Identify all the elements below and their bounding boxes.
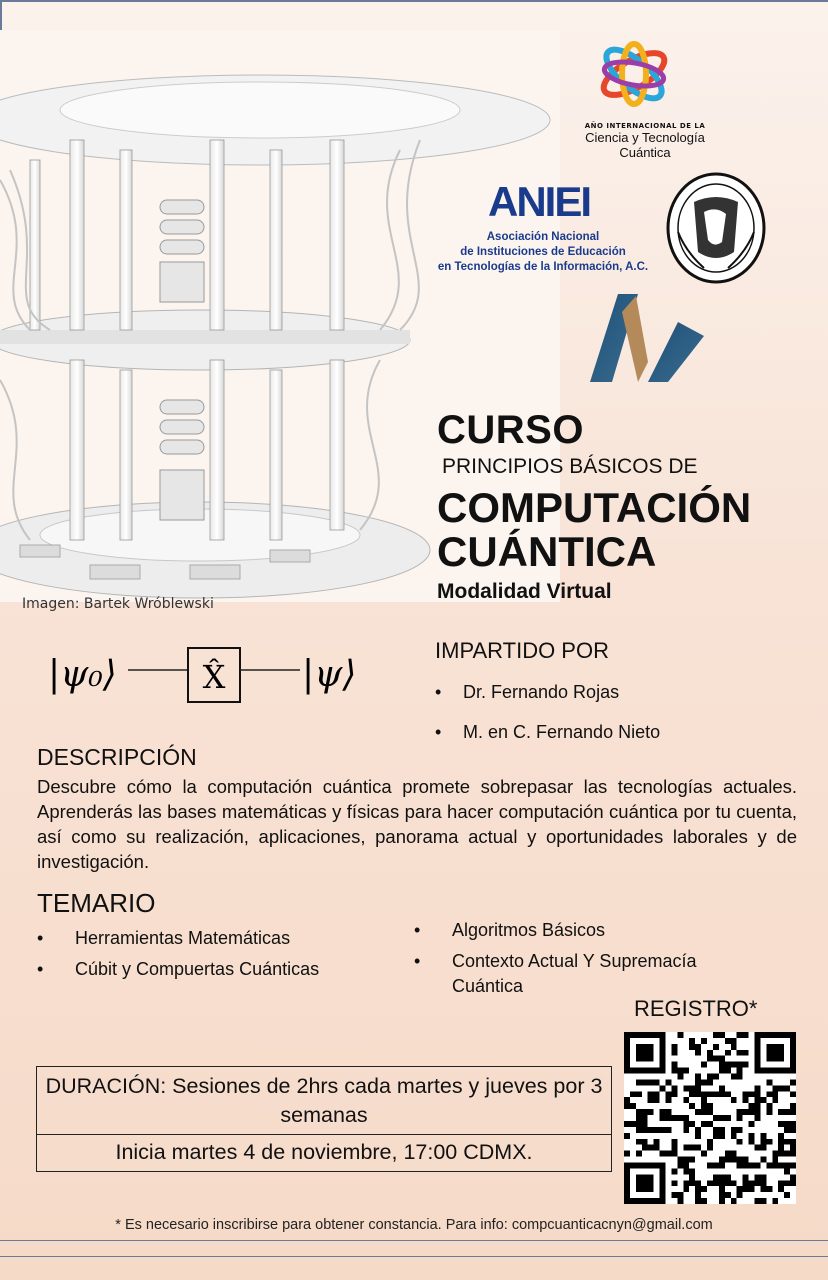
bullet: • bbox=[435, 682, 442, 702]
title-main bbox=[437, 486, 827, 574]
title-line1: COMPUTACIÓN bbox=[437, 484, 752, 531]
registration-qr-code[interactable] bbox=[624, 1032, 796, 1204]
iyq-logo bbox=[580, 30, 710, 170]
circuit-output-state: |ψ⟩ bbox=[302, 654, 357, 695]
duration-box bbox=[36, 1066, 612, 1172]
n-logo-icon bbox=[588, 292, 706, 384]
start-date-text: Inicia martes 4 de noviembre, 17:00 CDMX. bbox=[115, 1140, 533, 1164]
temario-item bbox=[37, 959, 319, 990]
bullet: • bbox=[435, 722, 442, 742]
circuit-gate-label: X̂ bbox=[202, 658, 226, 696]
instructor-name: M. en C. Fernando Nieto bbox=[463, 722, 661, 742]
temario-item bbox=[37, 928, 319, 959]
temario-item-text: Contexto Actual Y Supremacía Cuántica bbox=[452, 951, 697, 996]
iyq-line3: Cuántica bbox=[619, 145, 671, 160]
frame-top-line bbox=[0, 0, 828, 2]
footer-note: * Es necesario inscribirse para obtener constancia. Para info: compcuanticacnyn@gmail.com bbox=[115, 1217, 713, 1233]
bullet: • bbox=[414, 920, 421, 940]
temario-item bbox=[414, 949, 794, 999]
aniei-text-line1: Asociación Nacional bbox=[486, 231, 600, 243]
modality-text: Modalidad Virtual bbox=[437, 580, 612, 603]
title-subtitle: PRINCIPIOS BÁSICOS DE bbox=[442, 455, 698, 478]
quantum-circuit-diagram bbox=[44, 640, 374, 710]
instructors-list bbox=[435, 682, 660, 762]
iyq-line2: Ciencia y Tecnología bbox=[585, 130, 705, 145]
bullet: • bbox=[414, 951, 421, 971]
title-line2: CUÁNTICA bbox=[437, 528, 657, 575]
circuit-input-state: |ψ₀⟩ bbox=[48, 654, 117, 695]
aniei-text-line3: en Tecnologías de la Información, A.C. bbox=[437, 261, 649, 273]
frame-bottom-line-2 bbox=[0, 1256, 828, 1257]
instructor-item bbox=[435, 722, 660, 762]
temario-list-right bbox=[414, 918, 794, 1005]
image-credit: Imagen: Bartek Wróblewski bbox=[22, 596, 214, 612]
frame-bottom-line bbox=[0, 1240, 828, 1241]
unam-seal-icon bbox=[664, 172, 768, 288]
aniei-logo-mark: ANIEI bbox=[488, 178, 591, 225]
temario-list-left bbox=[37, 928, 319, 990]
instructor-item bbox=[435, 682, 660, 722]
temario-item bbox=[414, 918, 794, 943]
instructors-heading: IMPARTIDO POR bbox=[435, 638, 609, 663]
temario-item-text: Herramientas Matemáticas bbox=[75, 928, 291, 948]
bullet: • bbox=[37, 959, 44, 979]
bullet: • bbox=[37, 928, 44, 948]
description-heading: DESCRIPCIÓN bbox=[37, 744, 197, 770]
temario-item-text: Cúbit y Compuertas Cuánticas bbox=[75, 959, 320, 979]
instructor-name: Dr. Fernando Rojas bbox=[463, 682, 620, 702]
title-curso: CURSO bbox=[437, 408, 584, 452]
iyq-top-text: AÑO INTERNACIONAL DE LA bbox=[584, 122, 706, 130]
temario-heading: TEMARIO bbox=[37, 888, 156, 918]
registro-heading: REGISTRO* bbox=[634, 996, 758, 1021]
aniei-logo-text bbox=[428, 230, 658, 275]
description-text: Descubre cómo la computación cuántica promete sobrepasar las tecnologías actuales. Aprenderás las bases matemáticas y físicas para hacer computación cuántica por tu cuenta, así como su realización, aplicaciones, panorama actual y oportunidades laborales y de investigación. bbox=[37, 776, 797, 872]
aniei-text-line2: de Instituciones de Educación bbox=[460, 246, 626, 258]
temario-item-text: Algoritmos Básicos bbox=[452, 920, 606, 940]
duration-text: DURACIÓN: Sesiones de 2hrs cada martes y jueves por 3 semanas bbox=[37, 1067, 611, 1135]
iyq-orbits-icon bbox=[594, 32, 674, 116]
